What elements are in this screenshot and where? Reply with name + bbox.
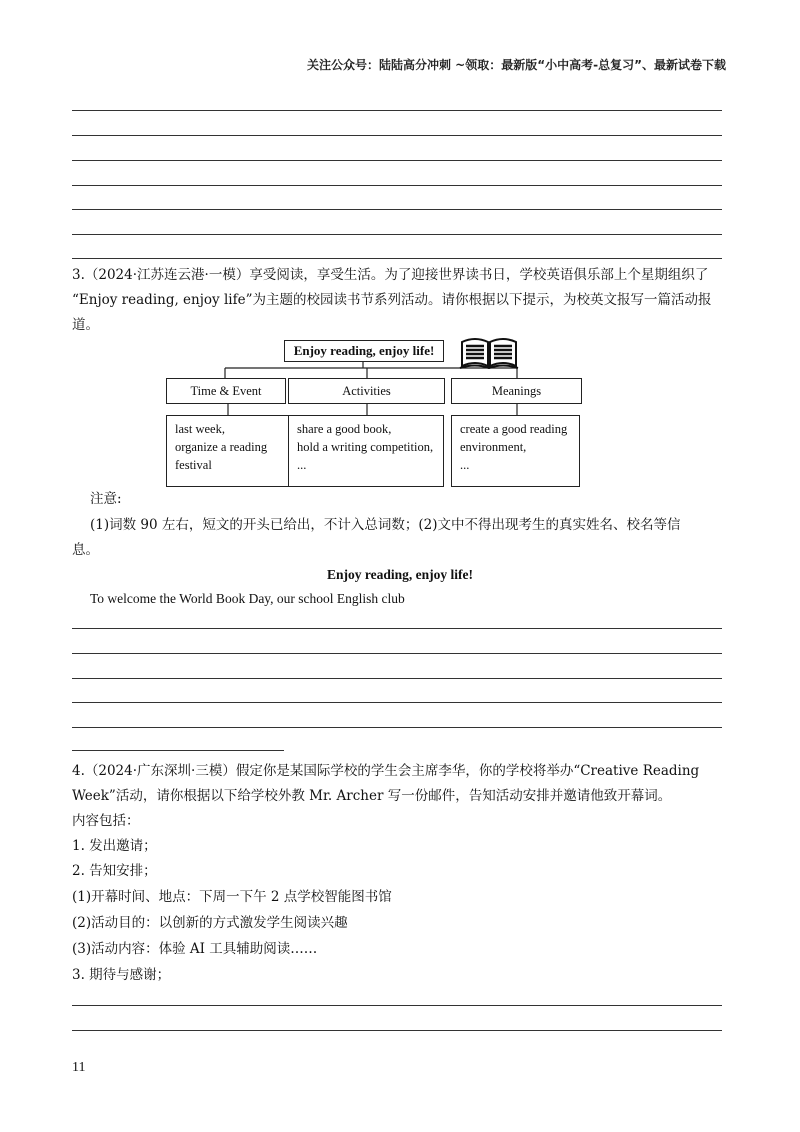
diagram-heading-time-event: Time & Event (166, 378, 286, 404)
q4-item: 2. 告知安排； (72, 863, 157, 879)
answer-line (72, 653, 722, 654)
q3-note-line1: (1)词数 90 左右，短文的开头已给出，不计入总词数；(2)文中不得出现考生的真实姓名、校名等信 (90, 517, 681, 533)
open-book-icon (458, 336, 520, 370)
q3-note-line2: 息。 (72, 542, 99, 558)
q4-prompt-line2: Week”活动，请你根据以下给学校外教 Mr. Archer 写一份邮件，告知活动安排并邀请他致开幕词。 (72, 788, 672, 804)
q4-prompt-line1: 4.（2024·广东深圳·三模）假定你是某国际学校的学生会主席李华，你的学校将举办“Creative Reading (72, 763, 700, 779)
answer-line (72, 628, 722, 629)
q3-prompt-line1: 3.（2024·江苏连云港·一模）享受阅读，享受生活。为了迎接世界读书日，学校英语俱乐部上个星期组织了 (72, 267, 709, 283)
diagram-heading-meanings: Meanings (451, 378, 582, 404)
answer-line (72, 702, 722, 703)
q3-note-label: 注意: (90, 491, 122, 507)
answer-line (72, 1030, 722, 1031)
diagram-content-activities: share a good book, hold a writing competition, ... (288, 415, 444, 487)
q3-essay-start: To welcome the World Book Day, our school English club (90, 591, 405, 606)
page-header: 关注公众号：陆陆高分冲刺 ~领取：最新版“小中高考-总复习”、最新试卷下载 (307, 58, 726, 72)
answer-line (72, 727, 722, 728)
answer-line (72, 1005, 722, 1006)
q3-prompt-line3: 道。 (72, 317, 99, 333)
footnote-separator (72, 750, 284, 751)
q4-item: 3. 期待与感谢； (72, 967, 171, 983)
page-number: 11 (72, 1060, 86, 1075)
q3-essay-title: Enjoy reading, enjoy life! (327, 567, 473, 582)
diagram-heading-activities: Activities (288, 378, 445, 404)
q4-item: (1)开幕时间、地点：下周一下午 2 点学校智能图书馆 (72, 889, 392, 905)
q3-prompt-line2: “Enjoy reading, enjoy life”为主题的校园读书节系列活动。请你根据以下提示，为校英文报写一篇活动报 (72, 292, 712, 308)
q4-item: (2)活动目的：以创新的方式激发学生阅读兴趣 (72, 915, 348, 931)
q4-item: (3)活动内容：体验 AI 工具辅助阅读…… (72, 941, 318, 957)
answer-line (72, 678, 722, 679)
q4-content-label: 内容包括： (72, 813, 140, 829)
diagram-content-time-event: last week, organize a reading festival (166, 415, 292, 487)
diagram-title: Enjoy reading, enjoy life! (284, 340, 444, 362)
diagram-content-meanings: create a good reading environment, ... (451, 415, 580, 487)
q4-item: 1. 发出邀请； (72, 838, 157, 854)
